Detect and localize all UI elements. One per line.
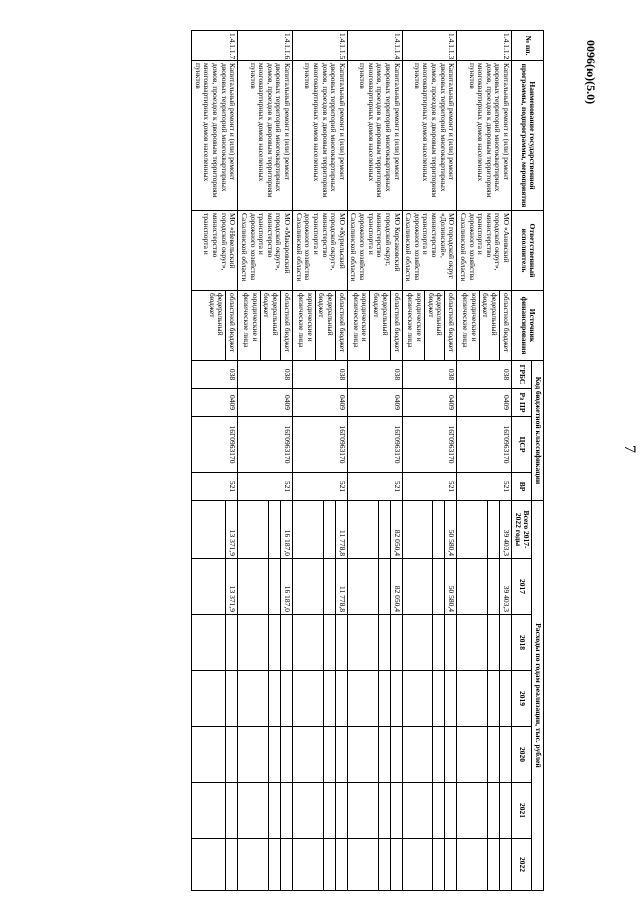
amount-value [214, 501, 225, 558]
row-y2019 [347, 671, 402, 727]
row-rz-pr: 0409 [347, 389, 402, 417]
amount-value [499, 671, 511, 726]
row-y2020 [347, 727, 402, 783]
row-executor: МО «Макаровский городской округ», министерство транспорта и дорожного хозяйства Сахалинской области [238, 211, 293, 291]
row-y2020 [192, 727, 238, 783]
amount-value [323, 783, 335, 838]
amount-value [432, 727, 444, 782]
amount-value [476, 615, 487, 670]
row-y2017 [238, 559, 293, 615]
amount-value [378, 839, 390, 890]
budget-table [191, 30, 544, 891]
funding-source: юридические и физические лица [242, 293, 260, 348]
row-executor: МО Корсаковский городской округ, министерство транспорта и дорожного хозяйства Сахалинской области [347, 211, 402, 291]
row-total [457, 501, 512, 559]
row-rz-pr: 0409 [192, 389, 238, 417]
amount-value [268, 839, 280, 890]
row-grbs: 038 [347, 361, 402, 389]
row-y2017 [457, 559, 512, 615]
header-2018: 2018 [512, 615, 532, 671]
header-executor: Ответственный исполнитель [512, 211, 544, 291]
funding-source: областной бюджет [444, 291, 456, 360]
row-y2021 [293, 783, 348, 839]
amount-value [312, 783, 323, 838]
row-y2020 [238, 727, 293, 783]
header-row-1 [532, 31, 544, 891]
row-y2019 [238, 671, 293, 727]
row-y2022 [293, 839, 348, 891]
row-y2017 [402, 559, 457, 615]
row-sources [293, 291, 348, 361]
table-row [402, 31, 457, 891]
page-number: 7 [621, 445, 638, 453]
amount-value [367, 783, 378, 838]
funding-source: федеральный бюджет [424, 291, 444, 360]
amount-value [421, 839, 432, 890]
funding-source: федеральный бюджет [369, 291, 389, 360]
amount-value [378, 615, 390, 670]
header-rz-pr: Рз ПР [512, 389, 532, 417]
amount-value [268, 727, 280, 782]
row-y2019 [457, 671, 512, 727]
row-y2018 [293, 615, 348, 671]
row-vr: 521 [457, 473, 512, 501]
row-rz-pr: 0409 [293, 389, 348, 417]
row-total [192, 501, 238, 559]
row-name: Капитальный ремонт и (или) ремонт дворовых территорий многоквартирных домов, проездов к дворовым территориям многоквартирных домов населенных пунктов [457, 61, 512, 211]
header-num: № пп. [512, 31, 544, 61]
row-vr: 521 [402, 473, 457, 501]
amount-value [257, 501, 268, 558]
amount-value [487, 727, 499, 782]
amount-value [421, 783, 432, 838]
row-num: 1.4.1.1.5. [293, 31, 348, 61]
row-csr: 16Г0963170 [192, 417, 238, 473]
amount-value [421, 501, 432, 558]
amount-value [268, 671, 280, 726]
amount-value [323, 839, 335, 890]
amount-value [476, 559, 487, 614]
amount-value: 16 187,0 [280, 559, 292, 614]
amount-value [257, 783, 268, 838]
amount-value [312, 839, 323, 890]
amount-value [367, 615, 378, 670]
amount-value [323, 615, 335, 670]
amount-value [432, 839, 444, 890]
amount-value [257, 615, 268, 670]
amount-value [499, 783, 511, 838]
amount-value [257, 839, 268, 890]
row-total [238, 501, 293, 559]
amount-value: 50 580,4 [444, 559, 456, 614]
amount-value [487, 501, 499, 558]
funding-source: юридические и физические лица [351, 293, 370, 348]
row-executor: МО городской округ «Долинский», министерство транспорта и дорожного хозяйства Сахалинской области [402, 211, 457, 291]
amount-value [268, 615, 280, 670]
funding-source: федеральный бюджет [479, 291, 499, 360]
amount-value: 82 050,4 [390, 559, 402, 614]
amount-value [214, 783, 225, 838]
row-y2021 [347, 783, 402, 839]
amount-value [444, 727, 456, 782]
row-y2017 [192, 559, 238, 615]
row-name: Капитальный ремонт и (или) ремонт дворовых территорий многоквартирных домов, проездов к дворовым территориям многоквартирных домов населенных пунктов [402, 61, 457, 211]
row-y2017 [347, 559, 402, 615]
row-y2017 [293, 559, 348, 615]
row-y2021 [402, 783, 457, 839]
amount-value [225, 671, 237, 726]
row-total [347, 501, 402, 559]
table-row [347, 31, 402, 891]
amount-value [335, 727, 347, 782]
document-code: 0096(ю)(5.0) [584, 40, 598, 105]
amount-value [367, 727, 378, 782]
amount-value [499, 839, 511, 890]
amount-value [312, 615, 323, 670]
amount-value [323, 727, 335, 782]
amount-value [378, 727, 390, 782]
row-y2019 [192, 671, 238, 727]
row-grbs: 038 [457, 361, 512, 389]
amount-value: 39 403,3 [499, 559, 511, 614]
row-rz-pr: 0409 [238, 389, 293, 417]
amount-value [225, 783, 237, 838]
amount-value: 13 371,9 [225, 501, 237, 558]
row-rz-pr: 0409 [457, 389, 512, 417]
row-y2021 [192, 783, 238, 839]
header-expenses-group: Расходы по годам реализации, тыс. рублей [532, 501, 544, 891]
header-csr: ЦСР [512, 417, 532, 473]
amount-value [476, 783, 487, 838]
row-grbs: 038 [402, 361, 457, 389]
amount-value [432, 671, 444, 726]
row-sources [457, 291, 512, 361]
table-body [192, 31, 512, 891]
row-csr: 16Г0963170 [457, 417, 512, 473]
row-y2021 [238, 783, 293, 839]
amount-value [476, 727, 487, 782]
amount-value [444, 615, 456, 670]
amount-value [312, 501, 323, 558]
header-2020: 2020 [512, 727, 532, 783]
amount-value [280, 839, 292, 890]
amount-value [323, 559, 335, 614]
row-vr: 521 [192, 473, 238, 501]
amount-value: 82 050,4 [390, 501, 402, 558]
amount-value [476, 839, 487, 890]
row-grbs: 038 [192, 361, 238, 389]
amount-value [390, 671, 402, 726]
amount-value [335, 839, 347, 890]
amount-value [444, 839, 456, 890]
amount-value [280, 671, 292, 726]
row-grbs: 038 [293, 361, 348, 389]
amount-value [257, 671, 268, 726]
amount-value [444, 783, 456, 838]
header-2021: 2021 [512, 783, 532, 839]
amount-value [214, 727, 225, 782]
funding-source: областной бюджет [225, 291, 237, 360]
row-y2022 [192, 839, 238, 891]
amount-value [312, 727, 323, 782]
row-y2019 [402, 671, 457, 727]
row-num: 1.4.1.1.4. [347, 31, 402, 61]
amount-value [280, 783, 292, 838]
funding-source: юридические и физические лица [461, 293, 479, 348]
row-csr: 16Г0963170 [347, 417, 402, 473]
header-codes-group: Код бюджетной классификации [532, 361, 544, 501]
amount-value [487, 615, 499, 670]
amount-value [378, 559, 390, 614]
row-name: Капитальный ремонт и (или) ремонт дворовых территорий многоквартирных домов, проездов к дворовым территориям многоквартирных домов населенных пунктов [347, 61, 402, 211]
amount-value [335, 783, 347, 838]
amount-value: 39 403,3 [499, 501, 511, 558]
amount-value [280, 615, 292, 670]
row-executor: МО «Анивский городской округ», министерство транспорта и дорожного хозяйства Сахалинской области [457, 211, 512, 291]
amount-value [214, 671, 225, 726]
header-2019: 2019 [512, 671, 532, 727]
row-rz-pr: 0409 [402, 389, 457, 417]
row-y2022 [238, 839, 293, 891]
row-y2018 [457, 615, 512, 671]
row-y2018 [402, 615, 457, 671]
funding-source: федеральный бюджет [207, 293, 226, 336]
amount-value [499, 727, 511, 782]
amount-value [378, 671, 390, 726]
amount-value [421, 559, 432, 614]
amount-value [225, 727, 237, 782]
amount-value [487, 671, 499, 726]
funding-source: областной бюджет [390, 291, 402, 360]
row-y2019 [293, 671, 348, 727]
amount-value [323, 501, 335, 558]
row-sources [192, 291, 238, 361]
amount-value [432, 615, 444, 670]
header-total: Всего 2017-2022 годы [512, 501, 532, 559]
amount-value [432, 559, 444, 614]
amount-value [432, 783, 444, 838]
amount-value [323, 671, 335, 726]
row-grbs: 038 [238, 361, 293, 389]
header-2017: 2017 [512, 559, 532, 615]
row-y2020 [402, 727, 457, 783]
row-y2020 [293, 727, 348, 783]
amount-value [214, 615, 225, 670]
row-y2022 [457, 839, 512, 891]
row-total [402, 501, 457, 559]
row-sources [347, 291, 402, 361]
amount-value [378, 783, 390, 838]
amount-value [367, 501, 378, 558]
amount-value [421, 727, 432, 782]
table-row [457, 31, 512, 891]
amount-value [367, 671, 378, 726]
table-row [238, 31, 293, 891]
amount-value [367, 839, 378, 890]
funding-source: федеральный бюджет [315, 291, 335, 360]
amount-value [487, 839, 499, 890]
amount-value [487, 559, 499, 614]
row-csr: 16Г0963170 [293, 417, 348, 473]
funding-source: юридические и физические лица [297, 293, 315, 348]
amount-value [280, 727, 292, 782]
row-y2018 [347, 615, 402, 671]
amount-value [268, 559, 280, 614]
row-vr: 521 [238, 473, 293, 501]
amount-value [390, 783, 402, 838]
row-num: 1.4.1.1.2. [457, 31, 512, 61]
row-y2022 [402, 839, 457, 891]
amount-value [312, 559, 323, 614]
header-vr: ВР [512, 473, 532, 501]
row-num: 1.4.1.1.6. [238, 31, 293, 61]
amount-value [432, 501, 444, 558]
amount-value: 13 371,9 [225, 559, 237, 614]
row-y2018 [192, 615, 238, 671]
row-num: 1.4.1.1.7. [192, 31, 238, 61]
amount-value [225, 839, 237, 890]
row-y2018 [238, 615, 293, 671]
header-2022: 2022 [512, 839, 532, 891]
row-y2020 [457, 727, 512, 783]
row-name: Капитальный ремонт и (или) ремонт дворовых территорий многоквартирных домов, проездов к дворовым территориям многоквартирных домов населенных пунктов [293, 61, 348, 211]
row-executor: МО «Курильский городской округ», министерство транспорта и дорожного хозяйства Сахалинской области [293, 211, 348, 291]
table-row [293, 31, 348, 891]
row-total [293, 501, 348, 559]
amount-value: 11 778,8 [335, 501, 347, 558]
funding-source: областной бюджет [280, 291, 292, 360]
row-vr: 521 [293, 473, 348, 501]
amount-value [335, 671, 347, 726]
amount-value [214, 559, 225, 614]
amount-value [390, 839, 402, 890]
amount-value [378, 501, 390, 558]
amount-value [444, 671, 456, 726]
amount-value [421, 615, 432, 670]
row-y2021 [457, 783, 512, 839]
amount-value [487, 783, 499, 838]
amount-value [476, 671, 487, 726]
header-name: Наименование государственной программы, подпрограммы, мероприятия [512, 61, 544, 211]
amount-value [225, 615, 237, 670]
header-grbs: ГРБС [512, 361, 532, 389]
amount-value [476, 501, 487, 558]
amount-value [335, 615, 347, 670]
amount-value [390, 727, 402, 782]
funding-source: областной бюджет [335, 291, 347, 360]
row-csr: 16Г0963170 [238, 417, 293, 473]
amount-value [268, 783, 280, 838]
amount-value [499, 615, 511, 670]
row-name: Капитальный ремонт и (или) ремонт дворовых территорий многоквартирных домов, проездов к дворовым территориям многоквартирных домов населенных пунктов [238, 61, 293, 211]
amount-value [257, 559, 268, 614]
table-row [192, 31, 238, 891]
amount-value [421, 671, 432, 726]
header-source: Источник финансирования [512, 291, 544, 361]
amount-value: 11 778,8 [335, 559, 347, 614]
funding-source: федеральный бюджет [260, 291, 280, 360]
row-csr: 16Г0963170 [402, 417, 457, 473]
row-name: Капитальный ремонт и (или) ремонт дворовых территорий многоквартирных домов, проездов к дворовым территориям многоквартирных домов населенных пунктов [192, 61, 238, 211]
amount-value [367, 559, 378, 614]
amount-value [390, 615, 402, 670]
amount-value [257, 727, 268, 782]
amount-value: 16 187,0 [280, 501, 292, 558]
row-num: 1.4.1.1.3. [402, 31, 457, 61]
amount-value [268, 501, 280, 558]
row-sources [238, 291, 293, 361]
row-sources [402, 291, 457, 361]
row-y2022 [347, 839, 402, 891]
funding-source: областной бюджет [499, 291, 511, 360]
row-vr: 521 [347, 473, 402, 501]
amount-value: 50 580,4 [444, 501, 456, 558]
funding-source: юридические и физические лица [406, 293, 425, 348]
row-executor: МО «Невельский городской округ», министерство транспорта и [192, 211, 238, 291]
amount-value [312, 671, 323, 726]
amount-value [214, 839, 225, 890]
